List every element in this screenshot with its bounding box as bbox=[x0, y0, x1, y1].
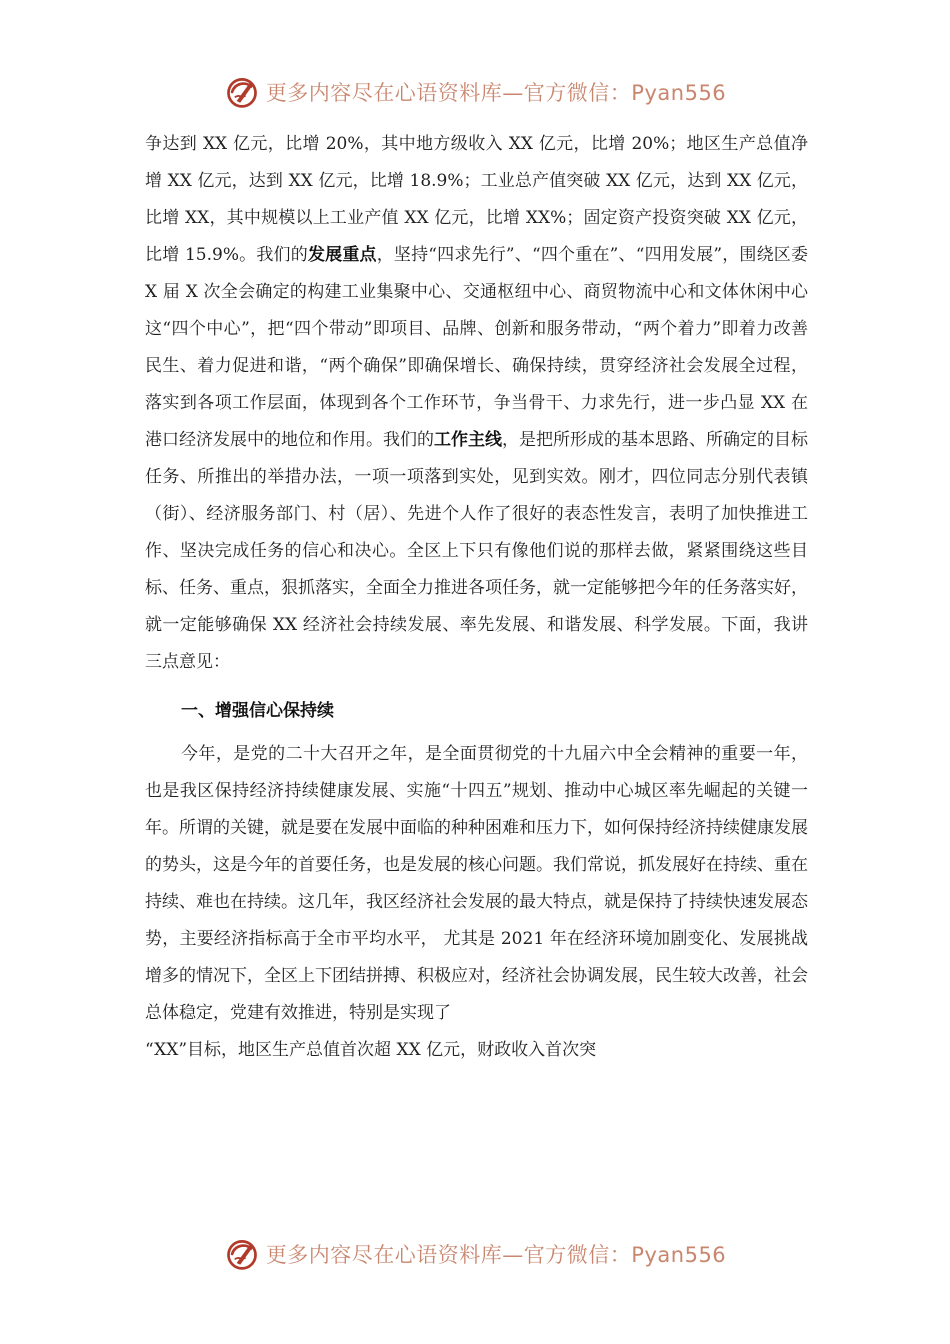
bold-term-work-mainline: 工作主线 bbox=[434, 430, 502, 450]
banner-text: 更多内容尽在心语资料库—官方微信：Pyan556 bbox=[265, 81, 727, 105]
paragraph-1-text-c: ，是把所形成的基本思路、所确定的目标任务、所推出的举措办法，一项一项落到实处，见到实效。刚才，四位同志分别代表镇（街）、经济服务部门、村（居）、先进个人作了很好的表态性发言，表明了加快推进工作、坚决完成任务的信心和决心。全区上下只有像他们说的那样去做，紧紧围绕这些目标、任务、重点，狠抓落实，全面全力推进各项任务，就一定能够把今年的任务落实好，就一定能够确保 XX 经济社会持续发展、率先发展、和谐发展、科学发展。下面，我讲三点意见： bbox=[145, 430, 808, 672]
stylized-heart-pen-logo-icon bbox=[224, 74, 260, 110]
paragraph-1-text-a: 争达到 XX 亿元，比增 20%，其中地方级收入 XX 亿元，比增 20%；地区生产总值净增 XX 亿元，达到 XX 亿元，比增 18.9%；工业总产值突破 XX 亿元，达到 XX 亿元，比增 XX，其中规模以上工业产值 XX 亿元，比增 XX%；固定资产投资突破 XX 亿元，比增 15.9%。我们的 bbox=[145, 134, 808, 265]
section-heading-1: 一、增强信心保持续 bbox=[181, 701, 334, 721]
header-watermark-banner bbox=[0, 70, 950, 114]
bold-term-development-focus: 发展重点 bbox=[307, 245, 377, 265]
document-body bbox=[145, 126, 808, 1069]
paragraph-2: 今年，是党的二十大召开之年，是全面贯彻党的十九届六中全会精神的重要一年，也是我区保持经济持续健康发展、实施“十四五”规划、推动中心城区率先崛起的关键一年。所谓的关键，就是要在发展中面临的种种困难和压力下，如何保持经济持续健康发展的势头，这是今年的首要任务，也是发展的核心问题。我们常说，抓发展好在持续、重在持续、难也在持续。这几年，我区经济社会发展的最大特点，就是保持了持续快速发展态势，主要经济指标高于全市平均水平， 尤其是 2021 年在经济环境加剧变化、发展挑战增多的情况下，全区上下团结拼搏、积极应对，经济社会协调发展，民生较大改善，社会总体稳定，党建有效推进，特别是实现了 bbox=[145, 744, 808, 1023]
paragraph-3: “XX”目标，地区生产总值首次超 XX 亿元，财政收入首次突 bbox=[145, 1040, 597, 1060]
paragraph-1 bbox=[145, 126, 808, 681]
banner-text: 更多内容尽在心语资料库—官方微信：Pyan556 bbox=[265, 1243, 727, 1267]
paragraph-1-text-b: ，坚持“四求先行”、“四个重在”、“四用发展”，围绕区委 X 届 X 次全会确定的构建工业集聚中心、交通枢纽中心、商贸物流中心和文体休闲中心这“四个中心”，把“四个带动”即项目、品牌、创新和服务带动，“两个着力”即着力改善民生、着力促进和谐，“两个确保”即确保增长、确保持续，贯穿经济社会发展全过程，落实到各项工作层面，体现到各个工作环节，争当骨干、力求先行，进一步凸显 XX 在港口经济发展中的地位和作用。我们的 bbox=[145, 245, 808, 450]
stylized-heart-pen-logo-icon bbox=[224, 1236, 260, 1272]
footer-watermark-banner bbox=[0, 1232, 950, 1276]
